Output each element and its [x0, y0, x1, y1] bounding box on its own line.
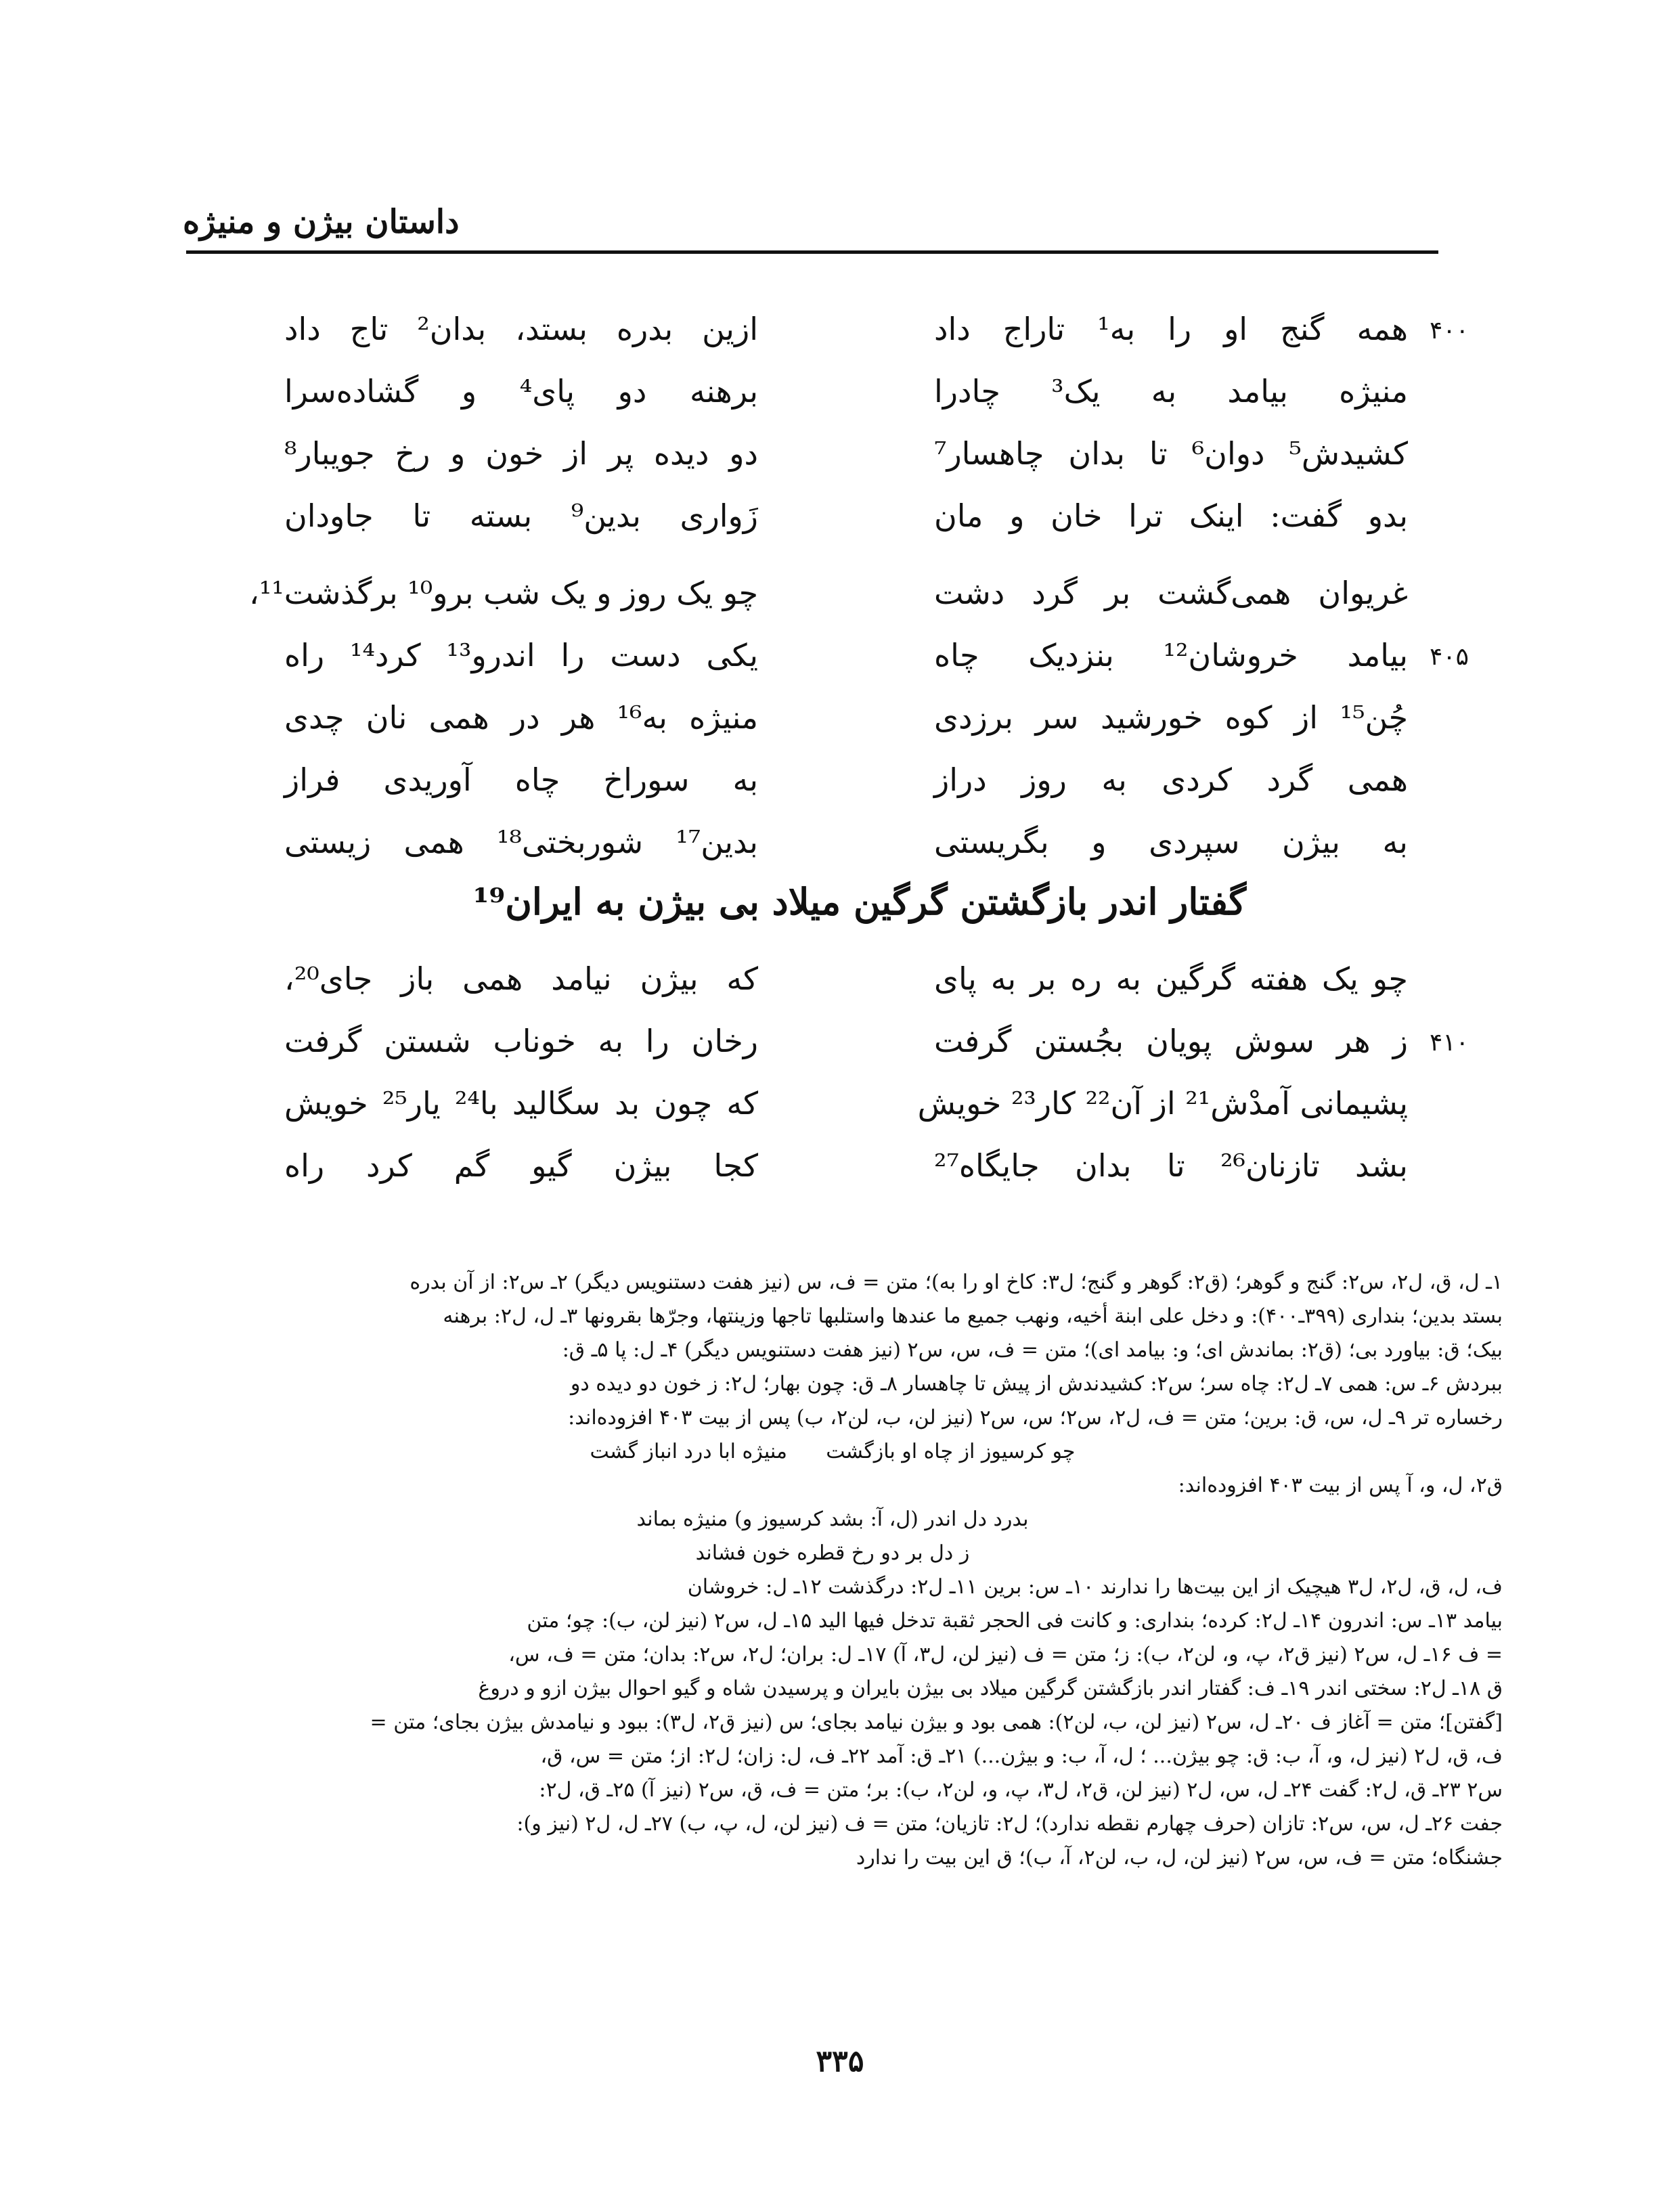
second-hemistich: منیژه به¹⁶ هر در همی نان چدی [284, 699, 758, 736]
bayt [284, 624, 1408, 686]
footnote-line: بستد بدین؛ بنداری (۳۹۹ـ۴۰۰): و دخل علی ابنة أخیه، ونهب جمیع ما عندها واستلبها تاجها وزینتها، وجرّها بقرونها ۳ـ ل، ل۲: برهنه [443, 1304, 1503, 1328]
second-hemistich: زَواری بدین⁹ بسته تا جاودان [284, 498, 758, 534]
second-hemistich: یکی دست را اندرو¹³ کرد¹⁴ راه [284, 637, 759, 673]
footnote-line: بیک؛ ق: بیاورد بی؛ (ق۲: بماندش ای؛ و: بیامد ای)؛ متن = ف، س، س۲ (نیز هفت دستنویس دیگر) ۴ـ ل: پا ۵ـ ق: [562, 1338, 1503, 1362]
footnote-line: ببردش ۶ـ س: همی ۷ـ ل۲: چاه سر؛ س۲: کشیدندش از پیش تا چاهسار ۸ـ ق: چون بهار؛ ل۲: ز خون دو دیده دو [570, 1372, 1503, 1396]
verse-number: ۴۱۰ [1429, 1029, 1469, 1057]
footnote-line: [گفتن]؛ متن = آغاز ف ۲۰ـ ل، س۲ (نیز لن، ب، لن۲): همی بود و بیژن نیامد بجای؛ س (نیز ق۲، ل۳): ببود و نیامدش بیژن بجای؛ متن = [370, 1710, 1503, 1734]
second-hemistich: برهنه دو پای⁴ و گشاده‌سرا [284, 373, 758, 410]
second-hemistich: ازین بدره بستد، بدان² تاج داد [284, 311, 758, 347]
second-hemistich: به سوراخ چاه آوریدی فراز [284, 761, 758, 798]
inserted-verse-2b: ز دل بر دو رخ قطره خون فشاند [695, 1541, 970, 1565]
first-hemistich: منیژه بیامد به یک³ چادرا [934, 373, 1408, 410]
bayt [284, 1134, 1408, 1197]
bayt [284, 1010, 1408, 1072]
footnotes [162, 1266, 1503, 1875]
footnote-line: ف، ق، ل۲ (نیز ل، و، آ، ب: ق: چو بیژن... ؛ ل، آ، ب: و بیژن...) ۲۱ـ ق: آمد ۲۲ـ ف، ل: زان؛ ل۲: از؛ متن = س، ق، [540, 1744, 1503, 1768]
bayt [248, 562, 1408, 624]
second-hemistich: دو دیده پر از خون و رخ جویبار⁸ [284, 435, 758, 472]
footnote-line: جفت ۲۶ـ ل، س، س۲: تازان (حرف چهارم نقطه ندارد)؛ ل۲: تازیان؛ متن = ف (نیز لن، ل، پ، ب) ۲۷ـ ل، ل۲ (نیز و): [516, 1812, 1503, 1836]
page-number: ۳۳۵ [816, 2044, 864, 2079]
first-hemistich: بدو گفت: اینک ترا خان و مان [934, 498, 1408, 534]
second-hemistich: که چون بد سگالید با²⁴ یار²⁵ خویش [284, 1085, 758, 1122]
bayt [284, 686, 1408, 749]
verse-block-3 [284, 948, 1469, 1197]
bayt [284, 749, 1408, 811]
first-hemistich: پشیمانی آمدْش²¹ از آن²² کار²³ خویش [917, 1085, 1408, 1122]
bayt [284, 298, 1408, 360]
verse-block-2 [248, 562, 1469, 873]
footnote-line: = ف ۱۶ـ ل، س۲ (نیز ق۲، پ، و، لن۲، ب): ز؛ متن = ف (نیز لن، ل۳، آ) ۱۷ـ ل: بران؛ ل۲، س۲: بدان؛ متن = ف، س، [508, 1643, 1503, 1666]
second-hemistich: کجا بیژن گیو گم کرد راه [284, 1147, 758, 1184]
footnote-line: ق ۱۸ـ ل۲: سختی اندر ۱۹ـ ف: گفتار اندر بازگشتن گرگین میلاد بی بیژن بایران و پرسیدن شاه و گیو احوال بیژن ازو و دروغ [478, 1677, 1503, 1700]
first-hemistich: همی گرد کردی به روز دراز [934, 761, 1408, 798]
footnote-line: ف، ل، ق، ل۲، ل۳ هیچیک از این بیت‌ها را ندارند ۱۰ـ س: برین ۱۱ـ ل۲: درگذشت ۱۲ـ ل: خروشان [687, 1575, 1503, 1599]
first-hemistich: غریوان همی‌گشت بر گرد دشت [934, 575, 1408, 611]
footnote-line: رخساره تر ۹ـ ل، س، ق: برین؛ متن = ف، ل۲، س۲؛ س، س۲ (نیز لن، ب، لن۲، ب) پس از بیت ۴۰۳ افزوده‌اند: [568, 1406, 1503, 1430]
running-title: داستان بیژن و منیژه [183, 203, 460, 241]
first-hemistich: بشد تازنان²⁶ تا بدان جایگاه²⁷ [934, 1147, 1408, 1184]
bayt [284, 948, 1408, 1010]
first-hemistich: چُن¹⁵ از کوه خورشید سر برزدی [934, 699, 1408, 736]
first-hemistich: همه گنج او را به¹ تاراج داد [934, 311, 1408, 347]
second-hemistich: بدین¹⁷ شوربختی¹⁸ همی زیستی [284, 824, 758, 860]
first-hemistich: چو یک هفته گرگین به ره بر به پای [934, 960, 1408, 997]
first-hemistich: به بیژن سپردی و بگریستی [934, 824, 1408, 860]
first-hemistich: ز هر سوش پویان بجُستن گرفت [934, 1023, 1408, 1059]
verse-number: ۴۰۰ [1429, 317, 1469, 345]
second-hemistich: چو یک روز و یک شب برو¹⁰ برگذشت¹¹، [248, 575, 758, 611]
footnote-mid: ق۲، ل، و، آ پس از بیت ۴۰۳ افزوده‌اند: [1178, 1474, 1503, 1497]
section-title: گفتار اندر بازگشتن گرگین میلاد بی بیژن به ایران¹⁹ [472, 880, 1247, 923]
bayt [284, 360, 1408, 422]
second-hemistich: که بیژن نیامد همی باز جای²⁰، [284, 960, 758, 997]
bayt [284, 422, 1408, 485]
header-rule [186, 250, 1438, 254]
first-hemistich: بیامد خروشان¹² بنزدیک چاه [934, 637, 1408, 673]
footnote-line: س۲ ۲۳ـ ق، ل۲: گفت ۲۴ـ ل، س، ل۲ (نیز لن، ق۲، ل۳، پ، و، لن۲، ب): بر؛ متن = ف، ق، س۲ (نیز آ) ۲۵ـ ق، ل۲: [539, 1778, 1503, 1802]
bayt [284, 1072, 1408, 1134]
verse-number: ۴۰۵ [1429, 643, 1469, 671]
footnote-line: جشنگاه؛ متن = ف، س، س۲ (نیز لن، ل، ب، لن۲، آ، ب)؛ ق این بیت را ندارد [856, 1846, 1503, 1870]
footnote-line: ۱ـ ل، ق، ل۲، س۲: گنج و گوهر؛ (ق۲: گوهر و گنج؛ ل۳: کاخ او را به)؛ متن = ف، س (نیز هفت دستنویس دیگر) ۲ـ س۲: از آن بدره [410, 1270, 1503, 1294]
second-hemistich: رخان را به خوناب شستن گرفت [284, 1023, 758, 1059]
verse-block-1 [284, 298, 1469, 547]
first-hemistich: کشیدش⁵ دوان⁶ تا بدان چاهسار⁷ [934, 435, 1408, 472]
bayt [284, 811, 1408, 873]
inserted-verse-2a: بدرد دل اندر (ل، آ: بشد کرسیوز و) منیژه بماند [636, 1507, 1029, 1531]
footnote-line: بیامد ۱۳ـ س: اندرون ۱۴ـ ل۲: کرده؛ بنداری: و کانت فی الحجر ثقبة تدخل فیها الید ۱۵ـ ل، س۲ (نیز لن، ب): چو؛ متن [527, 1609, 1503, 1633]
inserted-verse-1: چو کرسیوز از چاه او بازگشت منیژه ابا درد انباز گشت [590, 1440, 1076, 1463]
bayt [284, 485, 1408, 547]
